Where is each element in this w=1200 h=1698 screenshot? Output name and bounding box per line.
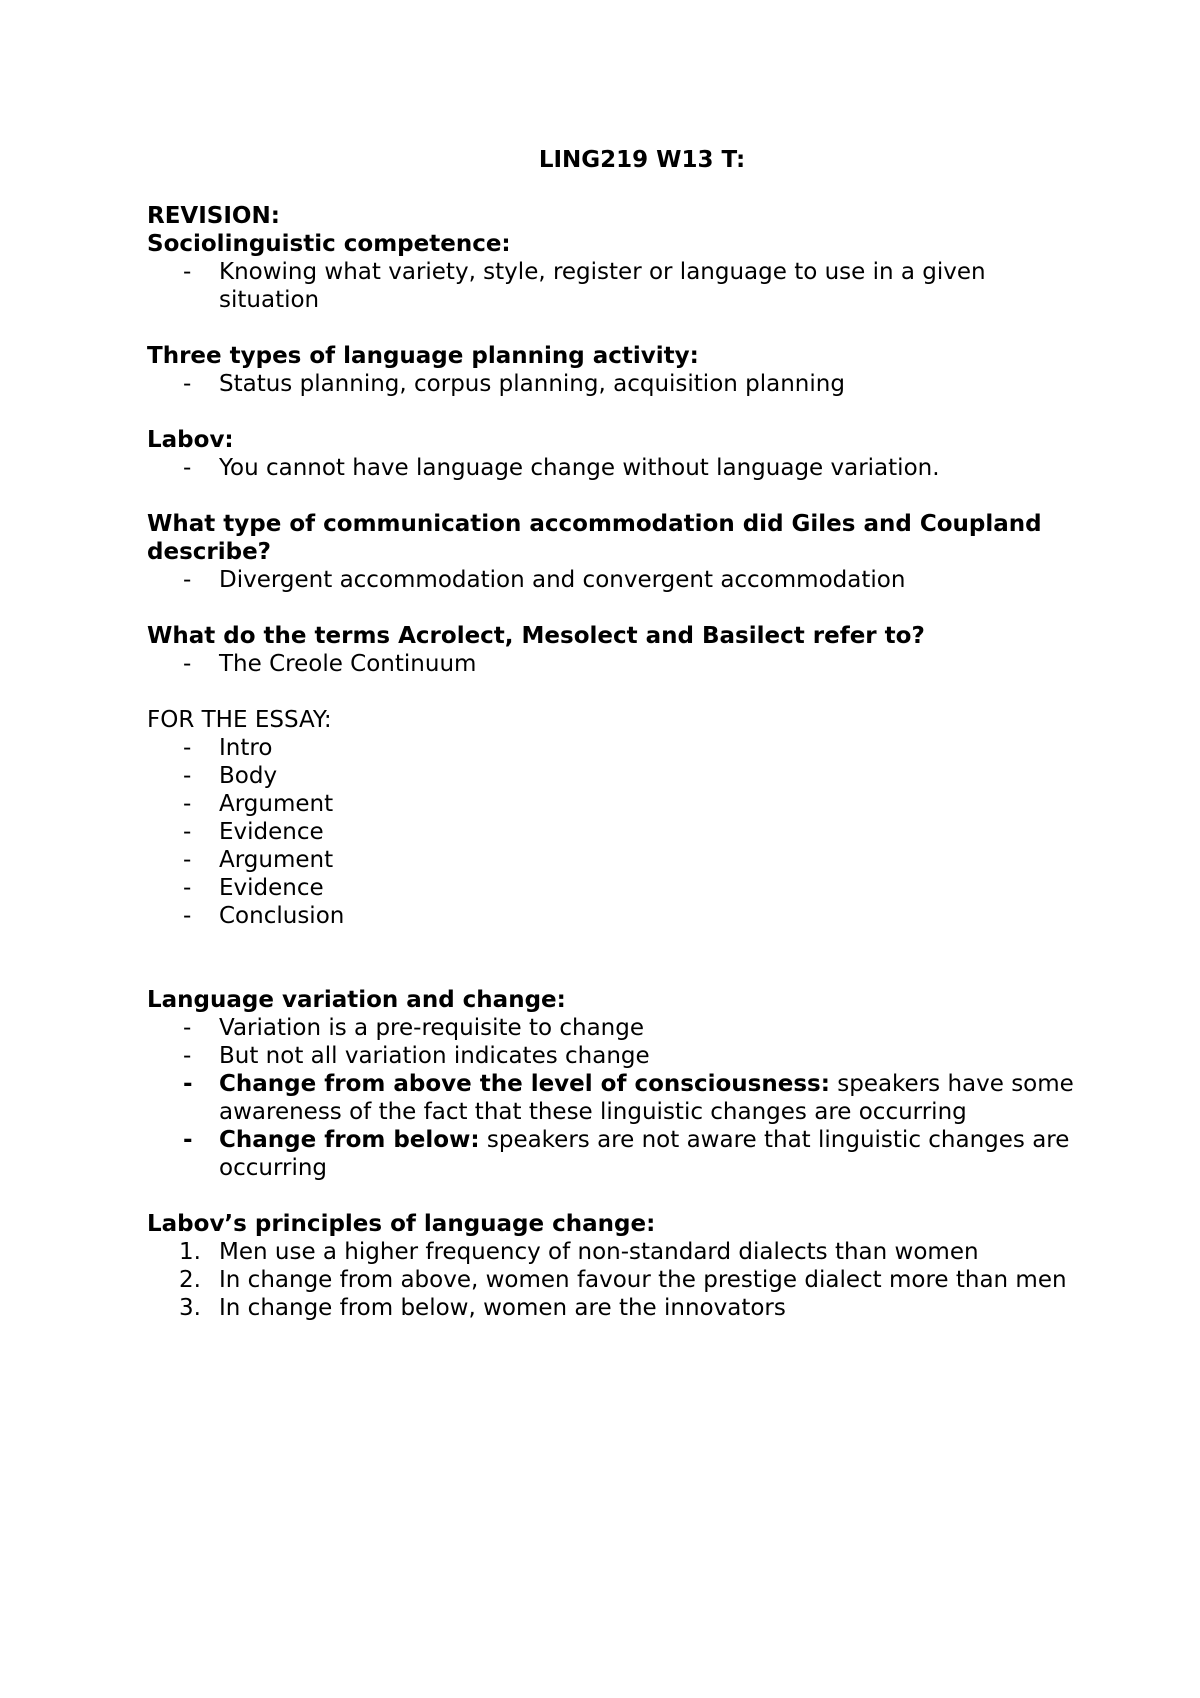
list-item: - Conclusion: [183, 903, 345, 929]
dash-bullet: -: [183, 903, 192, 929]
dash-bullet: -: [183, 1043, 192, 1069]
numbered-item: 3. In change from below, women are the innovators: [179, 1295, 786, 1321]
dash-bullet: -: [183, 651, 192, 677]
dash-bullet: -: [183, 791, 192, 817]
section-list-variation: [147, 1014, 1077, 1182]
dash-bullet: -: [183, 819, 192, 845]
list-item: - The Creole Continuum: [183, 651, 477, 677]
section-list-principles: [147, 1238, 1077, 1322]
list-item: - Evidence: [183, 819, 324, 845]
dash-bullet: -: [183, 847, 192, 873]
dash-bullet: -: [183, 567, 192, 593]
item-number: 2.: [179, 1267, 201, 1293]
dash-bullet: -: [183, 1127, 193, 1153]
list-item: - Intro: [183, 735, 273, 761]
dash-bullet: -: [183, 763, 192, 789]
dash-bullet: -: [183, 1015, 192, 1041]
list-item: - Body: [183, 763, 278, 789]
section-heading-essay: FOR THE ESSAY:: [147, 707, 332, 733]
list-item: - Knowing what variety, style, register or language to use in a given situation: [183, 259, 986, 313]
list-item: - Variation is a pre-requisite to change: [183, 1015, 645, 1041]
section-heading-principles: Labov’s principles of language change:: [147, 1211, 656, 1237]
revision-label: REVISION:: [147, 203, 280, 229]
section-list-creole: [147, 650, 1077, 678]
list-item: - But not all variation indicates change: [183, 1043, 650, 1069]
list-item: - Divergent accommodation and convergent accommodation: [183, 567, 906, 593]
section-heading-variation: Language variation and change:: [147, 987, 566, 1013]
document-title: LING219 W13 T:: [538, 147, 746, 173]
section-heading-creole: What do the terms Acrolect, Mesolect and Basilect refer to?: [147, 623, 925, 649]
section-list-sociolinguistic: [147, 258, 1077, 314]
dash-bullet: -: [183, 1071, 193, 1097]
section-list-planning: [147, 370, 1077, 398]
dash-bullet: -: [183, 259, 192, 285]
section-list-labov: [147, 454, 1077, 482]
dash-bullet: -: [183, 455, 192, 481]
section-heading-accommodation: What type of communication accommodation did Giles and Coupland describe?: [147, 511, 1042, 565]
section-heading-labov: Labov:: [147, 427, 234, 453]
term-change-from-below: Change from below:: [219, 1127, 480, 1153]
list-item: - Evidence: [183, 875, 324, 901]
numbered-item: 1. Men use a higher frequency of non-standard dialects than women: [179, 1239, 979, 1265]
term-change-from-above: Change from above the level of consciousness:: [219, 1071, 830, 1097]
list-item: - Change from above the level of consciousness: speakers have some awareness of the fact that these linguistic changes are occurring: [183, 1071, 1074, 1125]
section-list-accommodation: [147, 566, 1077, 594]
item-number: 1.: [179, 1239, 201, 1265]
list-item: - Argument: [183, 847, 334, 873]
section-heading-planning: Three types of language planning activity:: [147, 343, 699, 369]
dash-bullet: -: [183, 371, 192, 397]
list-item: - Change from below: speakers are not aware that linguistic changes are occurring: [183, 1127, 1070, 1181]
list-item: - You cannot have language change without language variation.: [183, 455, 940, 481]
dash-bullet: -: [183, 735, 192, 761]
list-item: - Argument: [183, 791, 334, 817]
section-list-essay: [147, 734, 1077, 930]
document-content: [147, 146, 1077, 1322]
section-heading-sociolinguistic: Sociolinguistic competence:: [147, 231, 511, 257]
dash-bullet: -: [183, 875, 192, 901]
list-item: - Status planning, corpus planning, acquisition planning: [183, 371, 845, 397]
numbered-item: 2. In change from above, women favour the prestige dialect more than men: [179, 1267, 1067, 1293]
item-number: 3.: [179, 1295, 201, 1321]
